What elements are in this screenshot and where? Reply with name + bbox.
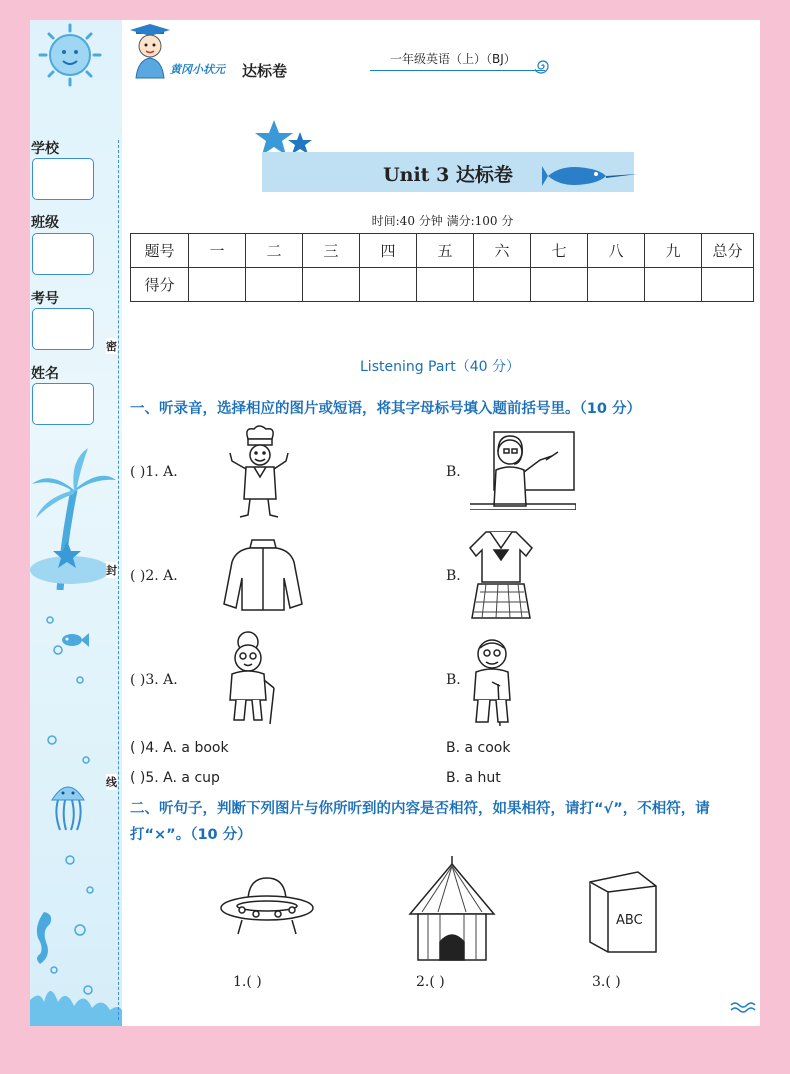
table-cell: 六 <box>474 234 531 268</box>
question-2-label: ( )2. A. <box>130 568 178 584</box>
question-5-label: ( )5. A. a cup <box>130 770 220 786</box>
ufo-picture <box>218 872 316 942</box>
table-cell: 一 <box>189 234 246 268</box>
question-1-label: ( )1. A. <box>130 464 178 480</box>
score-cell[interactable] <box>360 268 417 302</box>
table-cell: 三 <box>303 234 360 268</box>
score-cell[interactable] <box>702 268 754 302</box>
question-3-option-b: B. <box>446 672 461 688</box>
exam-info: 时间:40 分钟 满分:100 分 <box>371 214 514 228</box>
score-cell[interactable] <box>588 268 645 302</box>
fish-swordfish-icon <box>542 160 638 192</box>
seal-char-mi: 密 <box>106 340 117 353</box>
table-cell: 八 <box>588 234 645 268</box>
sun-icon <box>34 22 106 88</box>
hut-picture <box>402 854 502 964</box>
part-title: Listening Part（40 分） <box>360 359 520 375</box>
score-cell[interactable] <box>531 268 588 302</box>
teacher-picture <box>470 430 576 510</box>
starfish-icon <box>52 540 82 570</box>
wave-icon <box>730 1000 756 1014</box>
jacket-picture <box>222 538 304 612</box>
exam-number-label: 考号 <box>31 291 59 307</box>
score-cell[interactable] <box>474 268 531 302</box>
name-field[interactable] <box>32 383 94 425</box>
table-cell: 总分 <box>702 234 754 268</box>
name-label: 姓名 <box>31 366 59 382</box>
school-uniform-picture <box>466 528 536 620</box>
bubbles-decoration <box>40 610 100 1010</box>
table-cell: 九 <box>645 234 702 268</box>
school-label: 学校 <box>31 141 59 157</box>
score-cell[interactable] <box>246 268 303 302</box>
table-cell: 题号 <box>131 234 189 268</box>
exam-number-field[interactable] <box>32 308 94 350</box>
question-2-option-b: B. <box>446 568 461 584</box>
score-cell[interactable] <box>645 268 702 302</box>
header-underline <box>370 70 545 71</box>
table-cell: 七 <box>531 234 588 268</box>
mascot-boy-icon <box>126 24 174 80</box>
score-cell[interactable] <box>189 268 246 302</box>
chef-picture <box>226 425 292 521</box>
book-picture <box>586 870 660 954</box>
question-4-option-b: B. a cook <box>446 740 511 756</box>
judge-item-3[interactable]: 3.( ) <box>592 974 621 990</box>
score-table-score-row <box>131 268 754 302</box>
table-cell: 五 <box>417 234 474 268</box>
book-title: 一年级英语（上）（BJ） <box>390 52 516 66</box>
section2-heading: 二、听句子，判断下列图片与你所听到的内容是否相符，如果相符，请打“√”，不相符，请打“×”。（10 分） <box>130 801 710 843</box>
exam-page <box>30 20 760 1026</box>
grandma-picture <box>218 628 284 726</box>
score-table <box>130 233 754 302</box>
coral-decoration <box>30 980 122 1026</box>
judge-item-2[interactable]: 2.( ) <box>416 974 445 990</box>
table-cell: 得分 <box>131 268 189 302</box>
seal-char-feng: 封 <box>106 564 117 577</box>
header-title: 达标卷 <box>242 62 288 80</box>
table-cell: 二 <box>246 234 303 268</box>
score-cell[interactable] <box>417 268 474 302</box>
grandpa-picture <box>462 630 526 728</box>
question-5-option-b: B. a hut <box>446 770 501 786</box>
swirl-icon <box>535 58 551 74</box>
book-cover-text: ABC <box>616 913 643 928</box>
table-cell: 四 <box>360 234 417 268</box>
question-1-option-b: B. <box>446 464 461 480</box>
brand-logo-text: 黄冈小状元 <box>170 63 225 76</box>
seal-char-xian: 线 <box>106 776 117 789</box>
unit-title: Unit 3 达标卷 <box>383 164 513 186</box>
section1-heading: 一、听录音，选择相应的图片或短语，将其字母标号填入题前括号里。（10 分） <box>130 401 641 417</box>
question-4-label: ( )4. A. a book <box>130 740 229 756</box>
score-table-header-row <box>131 234 754 268</box>
judge-item-1[interactable]: 1.( ) <box>233 974 262 990</box>
question-3-label: ( )3. A. <box>130 672 178 688</box>
class-field[interactable] <box>32 233 94 275</box>
score-cell[interactable] <box>303 268 360 302</box>
class-label: 班级 <box>31 215 59 231</box>
school-field[interactable] <box>32 158 94 200</box>
seal-cut-line <box>118 140 119 1020</box>
